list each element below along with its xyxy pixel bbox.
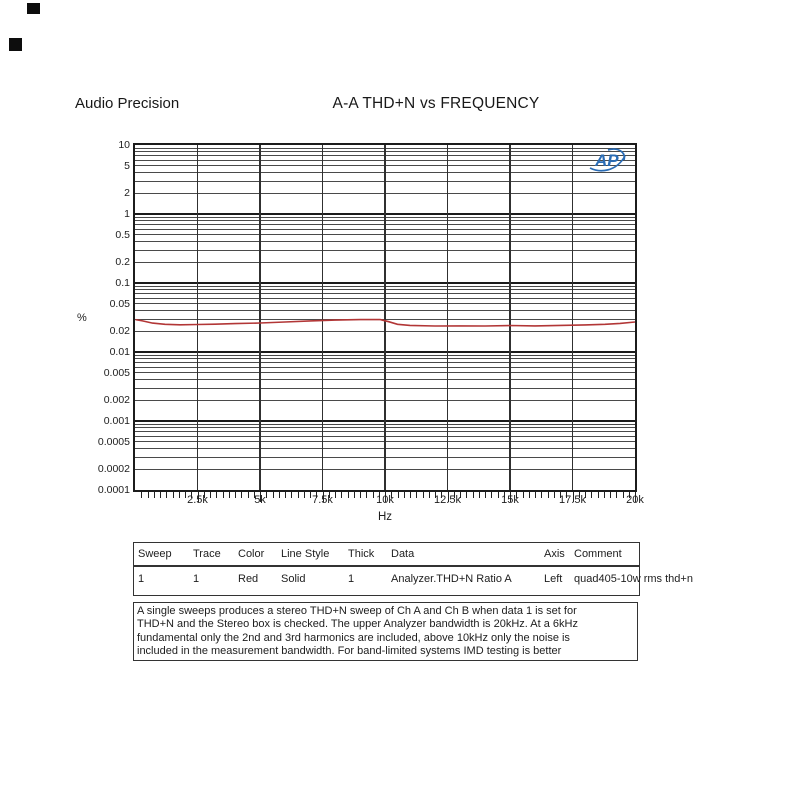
table-header-cell: Color — [238, 548, 265, 560]
table-header-cell: Comment — [574, 548, 622, 560]
table-header-cell: Sweep — [138, 548, 172, 560]
trace-layer — [135, 145, 635, 490]
table-cell: 1 — [193, 573, 200, 585]
x-minor-tick — [160, 490, 161, 498]
table-header-rule — [134, 565, 639, 567]
x-tick-label: 17.5k — [559, 494, 586, 506]
y-tick-label: 0.002 — [103, 394, 130, 407]
x-tick-label: 20k — [626, 494, 644, 506]
x-tick-label: 7.5k — [312, 494, 333, 506]
audio-precision-logo-icon — [587, 147, 629, 173]
note-line: THD+N and the Stereo box is checked. The upper Analyzer bandwidth is 20kHz. At a 6kHz — [137, 618, 578, 631]
x-minor-tick — [141, 490, 142, 498]
x-tick-label: 10k — [376, 494, 394, 506]
x-axis-unit-label: Hz — [377, 511, 393, 523]
y-axis-unit-label: % — [77, 312, 87, 324]
thdn-trace — [136, 320, 636, 327]
table-header-cell: Trace — [193, 548, 221, 560]
x-tick-label: 2.5k — [187, 494, 208, 506]
table-cell: Red — [238, 573, 259, 585]
y-tick-label: 0.001 — [103, 415, 130, 427]
table-header-cell: Axis — [544, 548, 565, 560]
y-tick-label: 0.02 — [109, 325, 130, 338]
table-cell: 1 — [138, 573, 145, 585]
table-header-cell: Line Style — [281, 548, 330, 560]
table-cell: Analyzer.THD+N Ratio A — [391, 573, 512, 585]
table-cell: Left — [544, 573, 563, 585]
y-tick-label: 0.01 — [109, 346, 130, 358]
x-minor-tick — [148, 490, 149, 498]
note-line: A single sweeps produces a stereo THD+N sweep of Ch A and Ch B when data 1 is set for — [137, 605, 577, 617]
x-tick-label: 5k — [254, 494, 266, 506]
y-tick-label: 1 — [124, 208, 130, 220]
table-cell: 1 — [348, 573, 355, 585]
y-tick-label: 0.0002 — [97, 463, 130, 476]
y-tick-label: 5 — [124, 159, 130, 172]
y-tick-label: 2 — [124, 187, 130, 200]
y-tick-label: 10 — [118, 139, 130, 151]
x-minor-tick — [154, 490, 155, 498]
table-cell: Solid — [281, 573, 306, 585]
app-title: Audio Precision — [75, 95, 180, 112]
scan-artifact-square — [27, 3, 40, 14]
y-tick-label: 0.5 — [115, 228, 130, 241]
table-cell: quad405-10w rms thd+n — [574, 573, 693, 585]
ap-logo-text: AP — [595, 151, 619, 170]
x-tick-label: 15k — [501, 494, 519, 506]
trace-legend-table — [133, 542, 693, 596]
y-tick-label: 0.0005 — [97, 435, 130, 448]
thdn-vs-frequency-plot — [77, 139, 644, 523]
y-tick-label: 0.2 — [115, 256, 130, 269]
measurement-note — [133, 602, 638, 661]
scan-artifact-square — [9, 38, 22, 51]
chart-title: A-A THD+N vs FREQUENCY — [332, 95, 540, 112]
y-tick-label: 0.1 — [115, 277, 130, 289]
table-header-cell: Data — [391, 548, 415, 560]
note-line: included in the measurement bandwidth. For band-limited systems IMD testing is better — [137, 645, 562, 658]
x-tick-label: 12.5k — [434, 494, 461, 506]
y-tick-label: 0.05 — [109, 297, 130, 310]
y-tick-label: 0.005 — [103, 366, 130, 379]
y-tick-label: 0.0001 — [97, 484, 130, 496]
note-line: fundamental only the 2nd and 3rd harmonics are included, above 10kHz only the noise is — [137, 631, 570, 644]
table-header-cell: Thick — [348, 548, 375, 560]
